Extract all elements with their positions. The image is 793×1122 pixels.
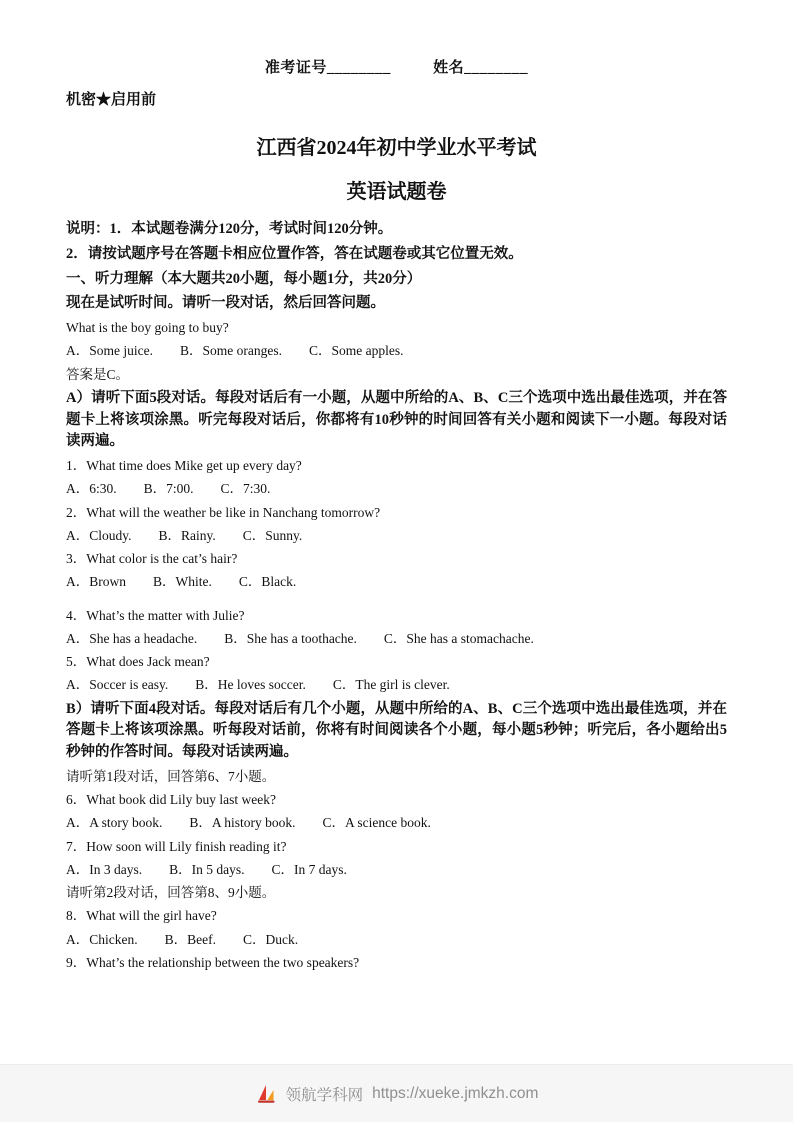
candidate-info-line [66,56,727,77]
options-8: A．Chicken. B．Beef. C．Duck. [66,931,299,947]
question-6: 6．What book did Lily buy last week? [66,792,276,807]
options-6: A．A story book. B．A history book. C．A science book. [66,815,431,831]
question-9: 9．What’s the relationship between the two speakers? [66,954,360,970]
section-a-instructions: A）请听下面5段对话。每段对话后有一小题，从题中所给的A、B、C三个选项中选出最佳选项，并在答题卡上将该项涂黑。听完每段对话后，你都将有10秒钟的时间回答有关小题和阅读下一小题。每段对话读两遍。 [66,389,727,450]
question-7: 7．How soon will Lily finish reading it? [66,838,287,854]
section-b-instructions: B）请听下面4段对话。每段对话后有几个小题，从题中所给的A、B、C三个选项中选出最佳选项，并在答题卡上将该项涂黑。听每段对话前，你将有时间阅读各个小题，每小题5秒钟；听完后，各小题给出5秒钟的作答时间。每段对话读两遍。 [66,700,727,760]
dialogue-1-note: 请听第1段对话，回答第6、7小题。 [66,768,276,784]
exam-notes-1: 说明：1．本试题卷满分120分，考试时间120分钟。 [66,221,393,237]
exam-notes-2: 2．请按试题序号在答题卡相应位置作答，答在试题卷或其它位置无效。 [66,245,523,262]
section-1-heading: 一、听力理解（本大题共20小题，每小题1分，共20分） [66,270,422,287]
linghang-sail-logo-icon [255,1083,277,1105]
sample-options: A．Some juice. B．Some oranges. C．Some apples. [66,343,404,359]
options-7: A．In 3 days. B．In 5 days. C．In 7 days. [66,861,347,877]
options-1: A．6:30. B．7:00. C．7:30. [66,481,271,497]
document-body [66,219,727,973]
question-1: 1．What time does Mike get up every day? [66,458,302,473]
footer-site-name: 领航学科网 [285,1086,364,1104]
watermark-footer [0,1064,793,1122]
options-5: A．Soccer is easy. B．He loves soccer. C．The girl is clever. [66,677,450,693]
sample-question: What is the boy going to buy? [66,320,229,335]
options-4: A．She has a headache. B．She has a toothache. C．She has a stomachache. [66,630,534,646]
options-3: A．Brown B．White. C．Black. [66,574,297,590]
sample-answer: 答案是C。 [66,366,130,382]
options-2: A．Cloudy. B．Rainy. C．Sunny. [66,527,303,543]
question-5: 5．What does Jack mean? [66,654,210,669]
footer-site-url: https://xueke.jmkzh.com [372,1084,539,1102]
question-8: 8．What will the girl have? [66,908,217,924]
candidate-name-blank: 姓名________ [433,60,529,76]
question-2: 2．What will the weather be like in Nanchang tomorrow? [66,504,381,520]
paper-subtitle: 英语试题卷 [346,181,447,203]
dialogue-2-note: 请听第2段对话，回答第8、9小题。 [66,885,276,900]
page-title: 江西省2024年初中学业水平考试 [256,137,537,159]
secrecy-notice: 机密★启用前 [66,92,157,108]
question-4: 4．What’s the matter with Julie? [66,607,245,623]
exam-ticket-number-blank: 准考证号________ [264,60,391,76]
listening-trial-note: 现在是试听时间。请听一段对话，然后回答问题。 [66,295,385,312]
question-3: 3．What color is the cat’s hair? [66,551,238,566]
